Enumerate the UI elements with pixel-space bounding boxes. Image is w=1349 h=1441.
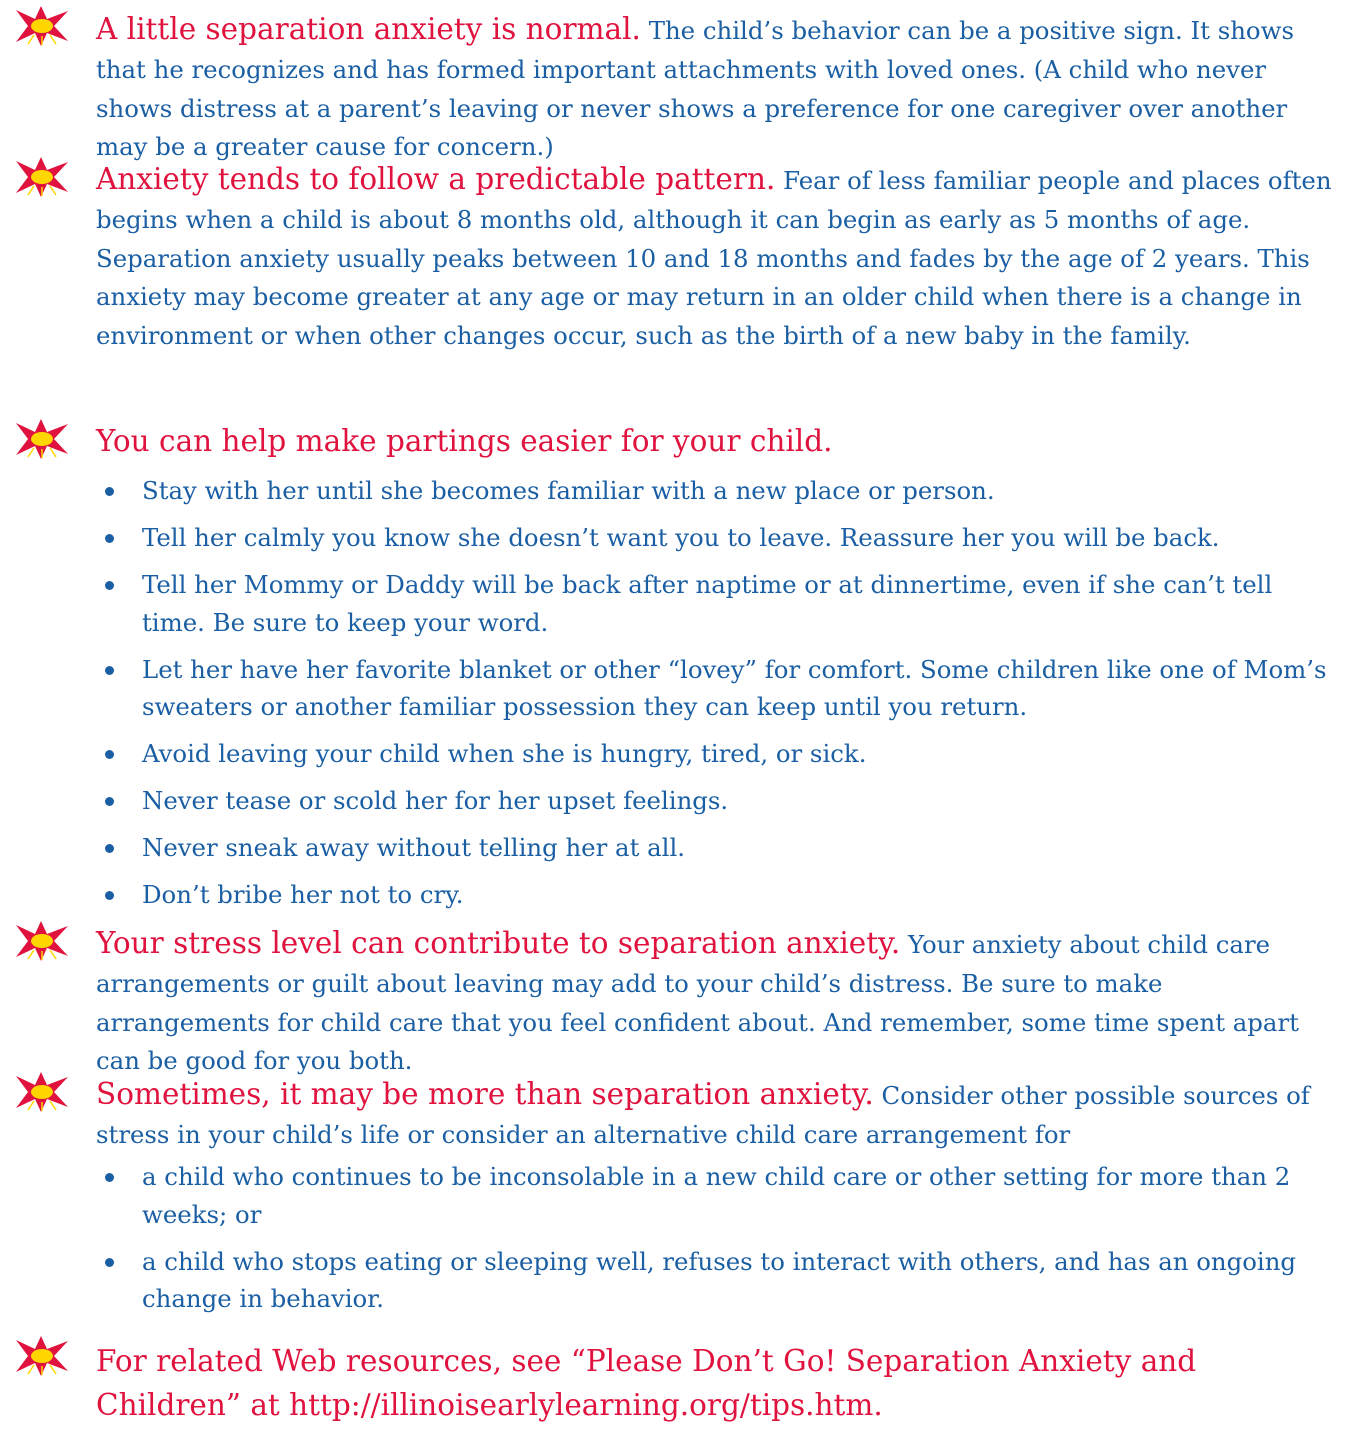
list-item: [96, 782, 1342, 820]
list-item-text: Don’t bribe her not to cry.: [142, 880, 464, 909]
star-burst-icon: [14, 1072, 70, 1112]
bullet-icon: [105, 1258, 114, 1267]
bullet-icon: [105, 534, 114, 543]
list-item-text: Never tease or scold her for her upset feelings.: [142, 786, 729, 815]
section-lead: A little separation anxiety is normal.: [96, 12, 641, 46]
section-body: Consider other possible sources of stress in your child’s life or consider an alternative child care arrangement for: [96, 1081, 1310, 1149]
section-lead: Sometimes, it may be more than separation anxiety.: [96, 1077, 874, 1111]
list-item: [96, 519, 1342, 557]
list-item: [96, 1158, 1342, 1233]
list-item: [96, 1243, 1342, 1318]
bullet-icon: [105, 844, 114, 853]
list-item-text: Let her have her favorite blanket or other “lovey” for comfort. Some children like one of Mom’s sweaters or another familiar possession they can keep until you return.: [142, 654, 1327, 721]
section-paragraph: [96, 10, 1342, 167]
section-paragraph: [96, 1075, 1342, 1155]
section-body: Fear of less familiar people and places often begins when a child is about 8 months old, although it can begin as early as 5 months of age. Separation anxiety usually peaks between 10 and 18 months and fades by the age of 2 years. This anxiety may become greater at any age or may return in an older child when there is a change in environment or when other changes occur, such as the birth of a new baby in the family.: [96, 166, 1332, 351]
star-burst-icon: [14, 1336, 70, 1376]
list-item: [96, 472, 1342, 510]
bullet-icon: [105, 666, 114, 675]
list-item-text: Never sneak away without telling her at all.: [142, 833, 686, 862]
list-item: [96, 566, 1342, 641]
list-item: [96, 829, 1342, 867]
section-body: The child’s behavior can be a positive sign. It shows that he recognizes and has formed important attachments with loved ones. (A child who never shows distress at a parent’s leaving or never shows a preference for one caregiver over another may be a greater cause for concern.): [96, 16, 1295, 162]
list-item: [96, 651, 1342, 726]
bullet-icon: [105, 581, 114, 590]
partings-tips-list: [96, 472, 1342, 923]
section-lead: Anxiety tends to follow a predictable pattern.: [96, 162, 776, 196]
list-item: [96, 735, 1342, 773]
section-lead: You can help make partings easier for your child.: [96, 424, 833, 458]
list-item-text: Stay with her until she becomes familiar with a new place or person.: [142, 476, 995, 505]
bullet-icon: [105, 797, 114, 806]
section-body: Your anxiety about child care arrangements or guilt about leaving may add to your child’s distress. Be sure to make arrangements for child care that you feel confident about. And remember, some time spent apart can be good for you both.: [96, 930, 1299, 1076]
list-item: [96, 876, 1342, 914]
star-burst-icon: [14, 157, 70, 197]
star-burst-icon: [14, 921, 70, 961]
web-resources-text: For related Web resources, see “Please Don’t Go! Separation Anxiety and Children” at http://illinoisearlylearning.org/tips.htm.: [96, 1344, 1197, 1422]
warning-signs-list: [96, 1158, 1342, 1327]
section-paragraph: [96, 160, 1342, 356]
list-item-text: Avoid leaving your child when she is hungry, tired, or sick.: [142, 739, 867, 768]
list-item-text: a child who continues to be inconsolable in a new child care or other setting for more than 2 weeks; or: [142, 1162, 1291, 1229]
section-lead: Your stress level can contribute to separation anxiety.: [96, 926, 901, 960]
bullet-icon: [105, 487, 114, 496]
star-burst-icon: [14, 6, 70, 46]
section-paragraph: [96, 924, 1342, 1081]
bullet-icon: [105, 750, 114, 759]
star-burst-icon: [14, 419, 70, 459]
list-item-text: Tell her Mommy or Daddy will be back after naptime or at dinnertime, even if she can’t tell time. Be sure to keep your word.: [142, 570, 1273, 637]
bullet-icon: [105, 1173, 114, 1182]
list-item-text: a child who stops eating or sleeping well, refuses to interact with others, and has an ongoing change in behavior.: [142, 1246, 1297, 1313]
bullet-icon: [105, 891, 114, 900]
list-item-text: Tell her calmly you know she doesn’t want you to leave. Reassure her you will be back.: [142, 523, 1220, 552]
